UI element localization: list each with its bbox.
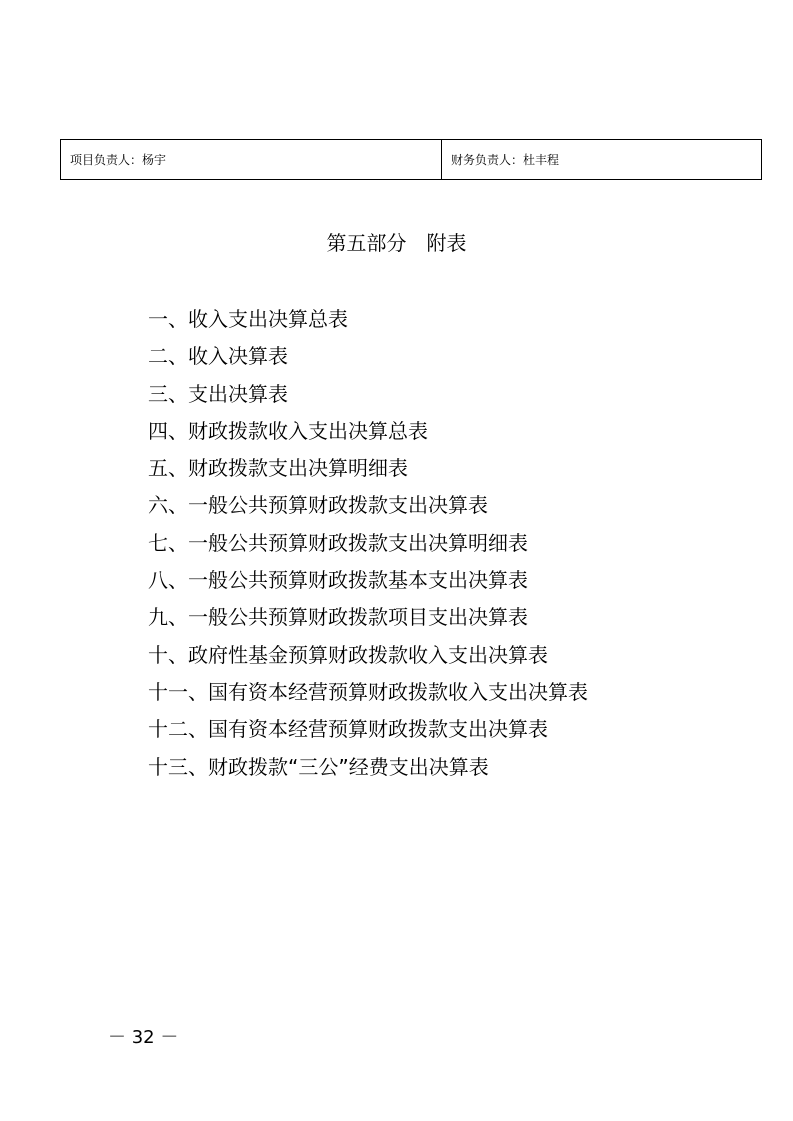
toc-item: 二、收入决算表 — [148, 344, 288, 369]
finance-lead-text: 财务负责人：杜丰程 — [451, 153, 560, 167]
toc-item: 十、政府性基金预算财政拨款收入支出决算表 — [148, 642, 548, 667]
toc-item: 九、一般公共预算财政拨款项目支出决算表 — [148, 605, 528, 630]
toc-item: 三、支出决算表 — [148, 381, 288, 406]
appendix-table-list — [148, 304, 588, 789]
finance-lead-cell — [442, 140, 761, 179]
toc-item: 六、一般公共预算财政拨款支出决算表 — [148, 493, 488, 518]
project-lead-text: 项目负责人：杨宇 — [70, 153, 167, 167]
signature-table — [60, 139, 762, 180]
toc-item: 十三、财政拨款“三公”经费支出决算表 — [148, 754, 489, 779]
toc-item: 四、财政拨款收入支出决算总表 — [148, 418, 428, 443]
project-lead-cell — [61, 140, 442, 179]
toc-item: 七、一般公共预算财政拨款支出决算明细表 — [148, 530, 528, 555]
section-title: 第五部分 附表 — [326, 231, 467, 255]
toc-item: 十一、国有资本经营预算财政拨款收入支出决算表 — [148, 679, 588, 704]
toc-item: 一、收入支出决算总表 — [148, 307, 348, 331]
page-number: － 32 － — [108, 1027, 179, 1048]
toc-item: 八、一般公共预算财政拨款基本支出决算表 — [148, 568, 528, 593]
toc-item: 五、财政拨款支出决算明细表 — [148, 456, 408, 481]
toc-item: 十二、国有资本经营预算财政拨款支出决算表 — [148, 717, 548, 742]
